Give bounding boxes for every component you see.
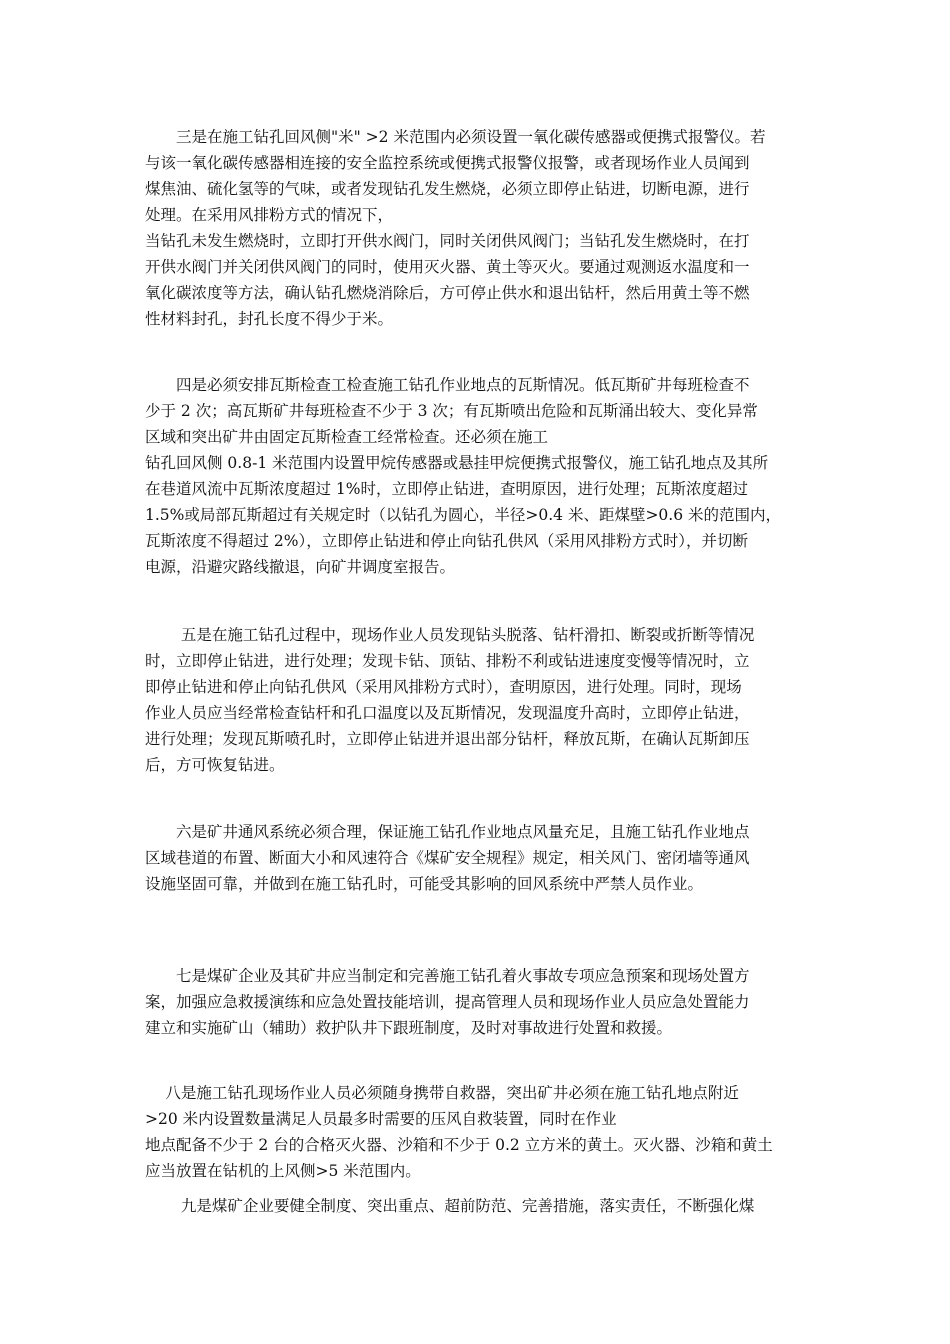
text-line: 四是必须安排瓦斯检查工检查施工钻孔作业地点的瓦斯情况。低瓦斯矿井每班检查不: [145, 376, 750, 394]
paragraph-9: [145, 1193, 810, 1219]
text-line: 钻孔回风侧 0.8-1 米范围内设置甲烷传感器或悬挂甲烷便携式报警仪，施工钻孔地点及其所: [145, 454, 769, 472]
paragraph-5: [145, 622, 810, 778]
text-line: 当钻孔未发生燃烧时，立即打开供水阀门，同时关闭供风阀门；当钻孔发生燃烧时，在打: [145, 232, 750, 250]
text-line: 三是在施工钻孔回风侧"米" >2 米范围内必须设置一氧化碳传感器或便携式报警仪。若: [145, 128, 766, 146]
text-line: 电源，沿避灾路线撤退，向矿井调度室报告。: [145, 558, 456, 576]
text-line: 后，方可恢复钻进。: [145, 756, 285, 774]
text-line: 进行处理；发现瓦斯喷孔时，立即停止钻进并退出部分钻杆，释放瓦斯，在确认瓦斯卸压: [145, 730, 750, 748]
text-line: 性材料封孔，封孔长度不得少于米。: [145, 310, 394, 328]
text-line: 与该一氧化碳传感器相连接的安全监控系统或便携式报警仪报警，或者现场作业人员闻到: [145, 154, 750, 172]
text-line: 作业人员应当经常检查钻杆和孔口温度以及瓦斯情况，发现温度升高时，立即停止钻进，: [145, 704, 750, 722]
text-line: >20 米内设置数量满足人员最多时需要的压风自救装置，同时在作业: [145, 1110, 617, 1128]
text-line: 少于 2 次；高瓦斯矿井每班检查不少于 3 次；有瓦斯喷出危险和瓦斯涌出较大、变化异常: [145, 402, 758, 420]
text-line: 开供水阀门并关闭供风阀门的同时，使用灭火器、黄土等灭火。要通过观测返水温度和一: [145, 258, 750, 276]
text-line: 区域巷道的布置、断面大小和风速符合《煤矿安全规程》规定，相关风门、密闭墙等通风: [145, 849, 750, 867]
text-line: 九是煤矿企业要健全制度、突出重点、超前防范、完善措施，落实责任，不断强化煤: [145, 1197, 755, 1215]
text-line: 八是施工钻孔现场作业人员必须随身携带自救器，突出矿井必须在施工钻孔地点附近: [145, 1084, 739, 1102]
paragraph-3: [145, 124, 810, 332]
text-line: 1.5%或局部瓦斯超过有关规定时（以钻孔为圆心，半径>0.4 米、距煤壁>0.6 米的范围内，: [145, 506, 782, 524]
text-line: 设施坚固可靠，并做到在施工钻孔时，可能受其影响的回风系统中严禁人员作业。: [145, 875, 704, 893]
text-line: 五是在施工钻孔过程中，现场作业人员发现钻头脱落、钻杆滑扣、断裂或折断等情况: [145, 626, 755, 644]
text-line: 煤焦油、硫化氢等的气味，或者发现钻孔发生燃烧，必须立即停止钻进，切断电源，进行: [145, 180, 750, 198]
paragraph-6: [145, 819, 810, 897]
text-line: 七是煤矿企业及其矿井应当制定和完善施工钻孔着火事故专项应急预案和现场处置方: [145, 967, 750, 985]
paragraph-8: [145, 1080, 810, 1184]
text-line: 区域和突出矿井由固定瓦斯检查工经常检查。还必须在施工: [145, 428, 549, 446]
text-line: 六是矿井通风系统必须合理，保证施工钻孔作业地点风量充足，且施工钻孔作业地点: [145, 823, 750, 841]
text-line: 即停止钻进和停止向钻孔供风（采用风排粉方式时），查明原因，进行处理。同时，现场: [145, 678, 742, 696]
paragraph-4: [145, 372, 810, 580]
text-line: 案，加强应急救援演练和应急处置技能培训，提高管理人员和现场作业人员应急处置能力: [145, 993, 750, 1011]
paragraph-7: [145, 963, 810, 1041]
text-line: 氧化碳浓度等方法，确认钻孔燃烧消除后，方可停止供水和退出钻杆，然后用黄土等不燃: [145, 284, 750, 302]
text-line: 应当放置在钻机的上风侧>5 米范围内。: [145, 1162, 421, 1180]
text-line: 在巷道风流中瓦斯浓度超过 1%时，立即停止钻进，查明原因，进行处理；瓦斯浓度超过: [145, 480, 749, 498]
text-line: 建立和实施矿山（辅助）救护队井下跟班制度，及时对事故进行处置和救援。: [145, 1019, 673, 1037]
text-line: 处理。在采用风排粉方式的情况下，: [145, 206, 394, 224]
text-line: 地点配备不少于 2 台的合格灭火器、沙箱和不少于 0.2 立方米的黄土。灭火器、沙箱和黄土: [145, 1136, 773, 1154]
text-line: 时，立即停止钻进，进行处理；发现卡钻、顶钻、排粉不利或钻进速度变慢等情况时，立: [145, 652, 750, 670]
text-line: 瓦斯浓度不得超过 2%），立即停止钻进和停止向钻孔供风（采用风排粉方式时），并切断: [145, 532, 749, 550]
